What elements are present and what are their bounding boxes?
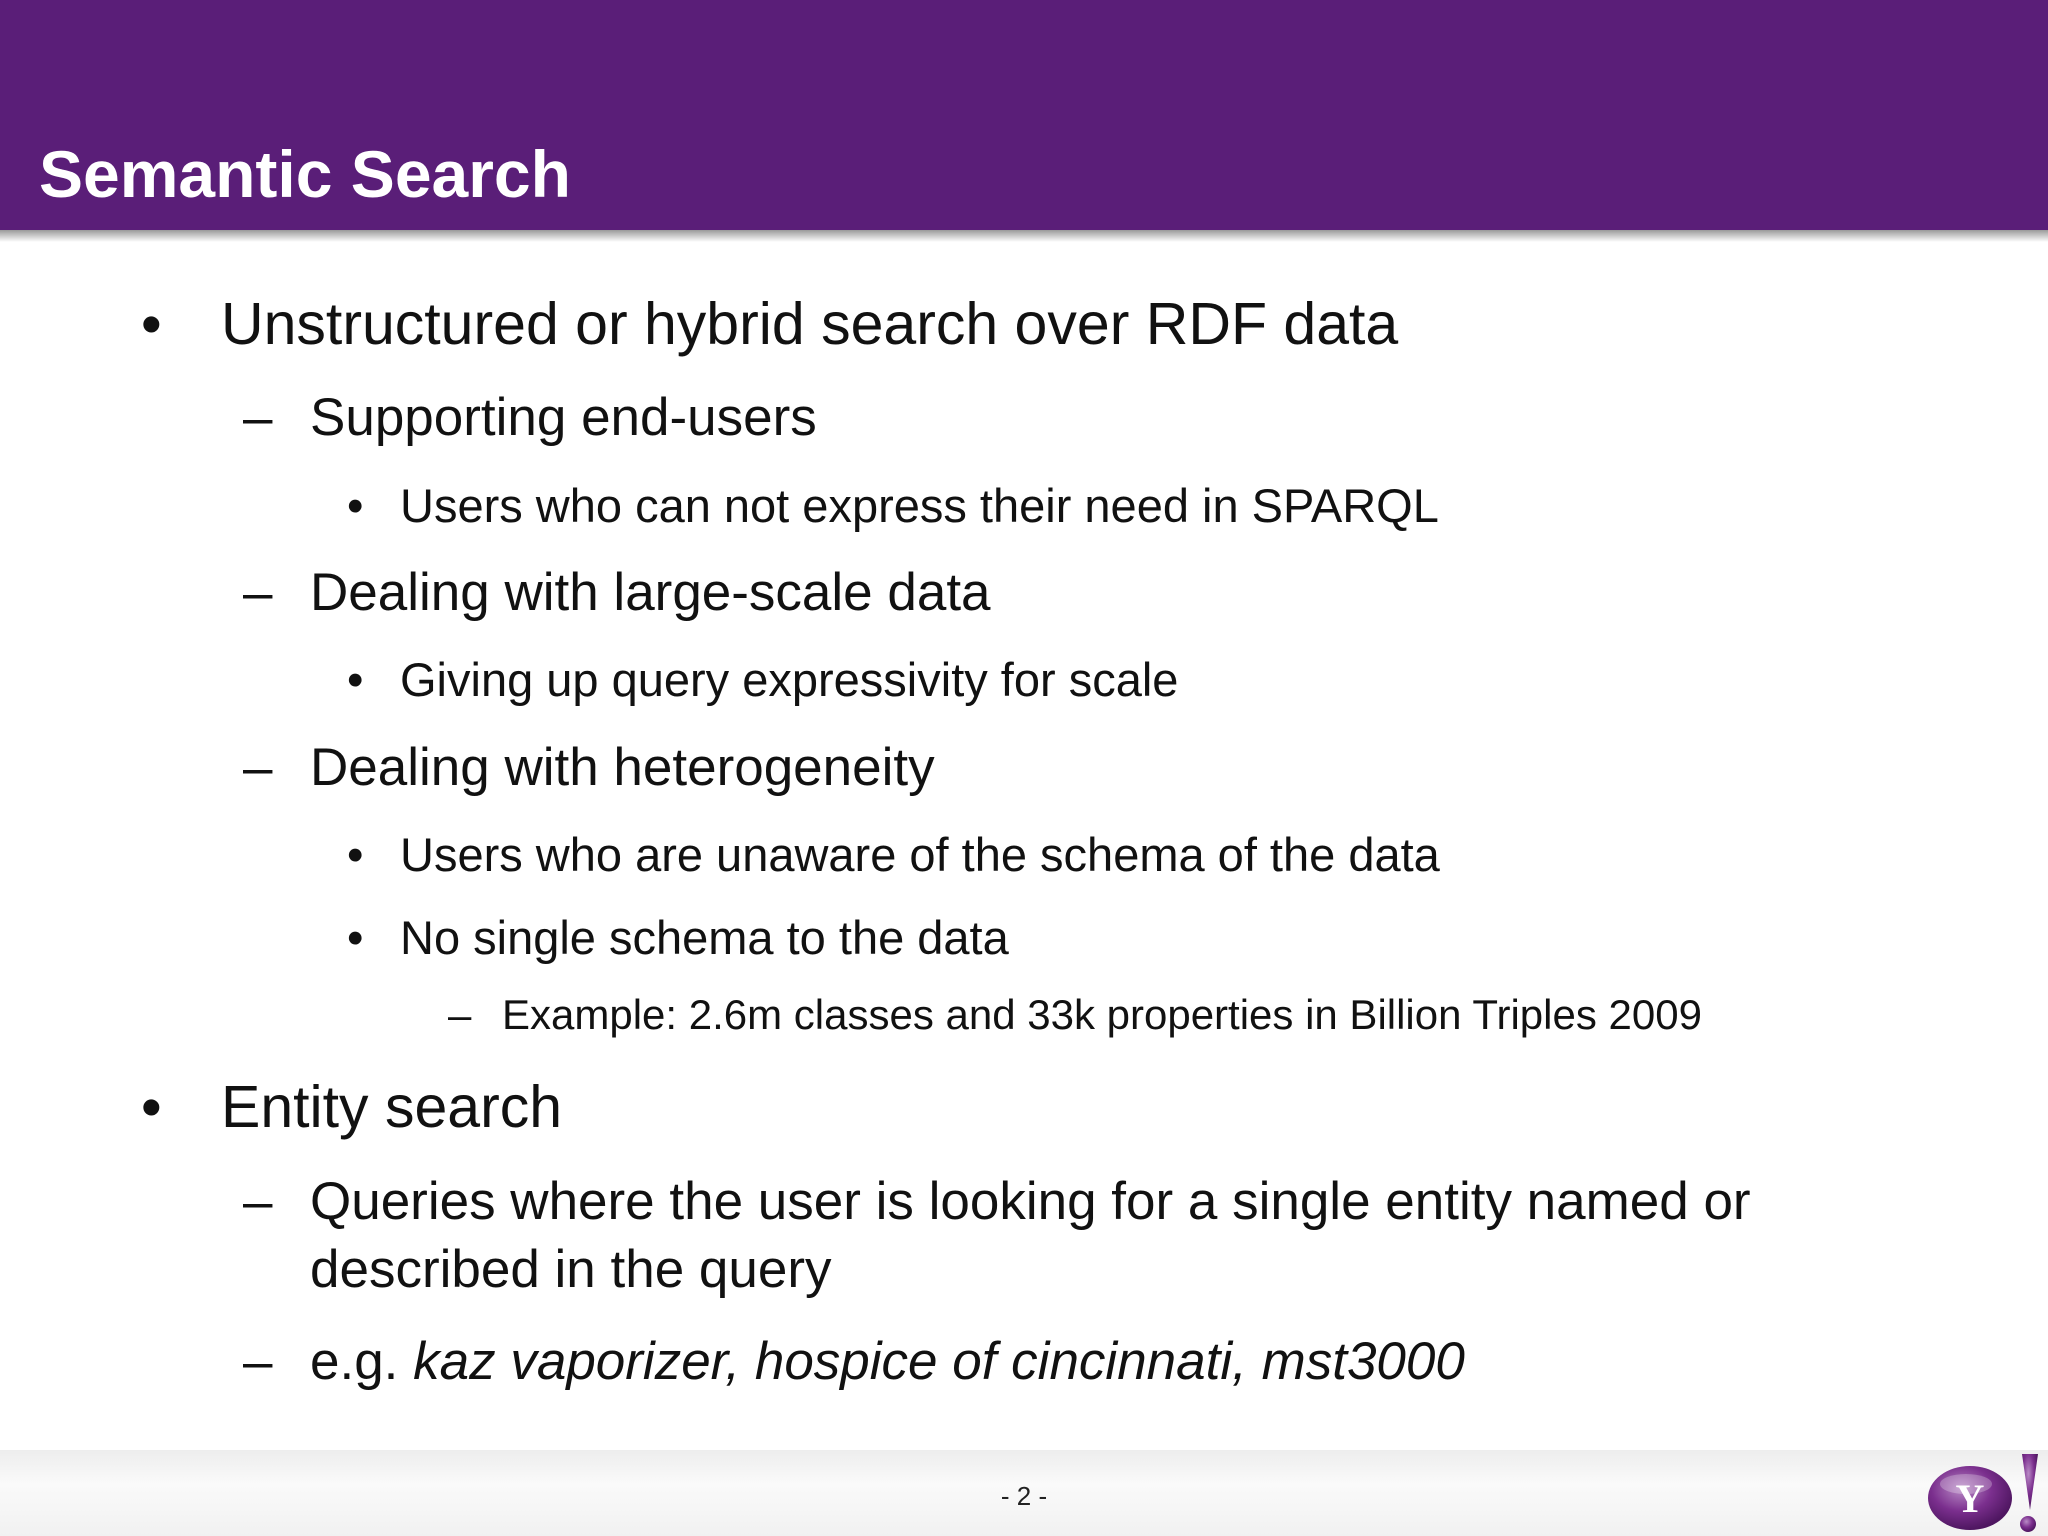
bullet-marker: •: [347, 653, 364, 706]
bullet-text: Dealing with heterogeneity: [310, 738, 935, 797]
slide-title: Semantic Search: [39, 137, 571, 211]
page-number: - 2 -: [1000, 1481, 1048, 1511]
bullet-marker: •: [141, 1074, 162, 1140]
bullet-text: Entity search: [221, 1074, 563, 1140]
dash-marker: –: [243, 738, 273, 797]
bullet-text: Users who are unaware of the schema of the data: [400, 828, 1440, 881]
bullet-text: Giving up query expressivity for scale: [400, 653, 1179, 706]
bullet-marker: •: [347, 828, 364, 881]
dash-marker: –: [243, 1172, 273, 1231]
bullet-text: Unstructured or hybrid search over RDF data: [221, 291, 1399, 357]
bullet-marker: •: [347, 911, 364, 964]
yahoo-logo: [1922, 1452, 2042, 1536]
bullet-text: Dealing with large-scale data: [310, 563, 991, 622]
bullet-text-continuation: described in the query: [310, 1240, 832, 1299]
bullet-text: Example: 2.6m classes and 33k properties in Billion Triples 2009: [502, 991, 1702, 1038]
bullet-marker: •: [347, 479, 364, 532]
bullet-text: Users who can not express their need in SPARQL: [400, 479, 1439, 532]
bullet-text: Supporting end-users: [310, 388, 817, 447]
title-bar-shadow: [0, 230, 2048, 242]
example-line: [310, 1328, 1465, 1396]
dash-marker: –: [243, 563, 273, 622]
dash-marker: –: [243, 1332, 273, 1391]
bullet-text: Queries where the user is looking for a single entity named or: [310, 1172, 1751, 1231]
bullet-marker: •: [141, 291, 162, 357]
bullet-text: No single schema to the data: [400, 911, 1009, 964]
dash-marker: –: [448, 991, 472, 1038]
logo-letter: Y: [1955, 1476, 1985, 1521]
example-queries: kaz vaporizer, hospice of cincinnati, mst3000: [413, 1332, 1465, 1391]
dash-marker: –: [243, 388, 273, 447]
example-prefix: e.g.: [310, 1332, 414, 1391]
